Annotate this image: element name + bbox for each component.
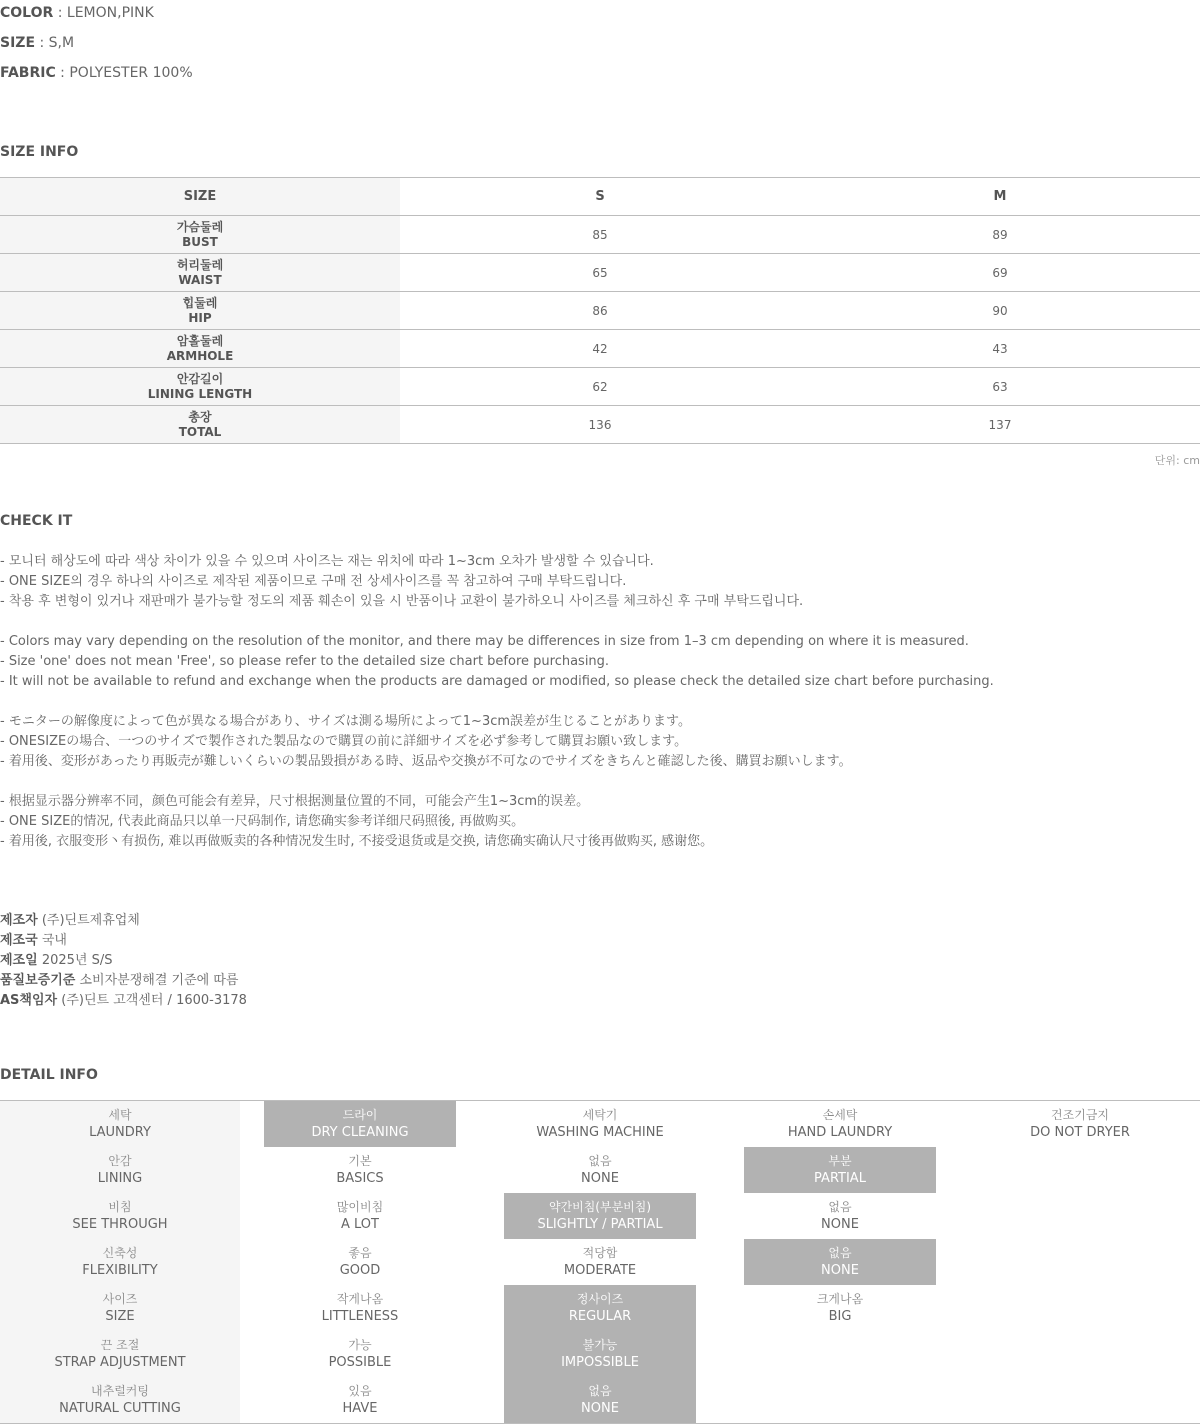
paragraph-gap [0,772,994,792]
detail-en: MODERATE [563,1263,637,1278]
size-row-label [0,292,400,329]
detail-cell [960,1377,1200,1423]
detail-en: HAND LAUNDRY [787,1125,893,1140]
note-line: - ONE SIZE의 경우 하나의 사이즈로 제작된 제품이므로 구매 전 상세사이즈를 꼭 참고하여 구매 부탁드립니다. [0,574,627,589]
detail-cell-content [504,1147,696,1193]
paragraph-gap [0,612,994,632]
size-value-s: 42 [592,341,608,356]
size-label-en: LINING LENGTH [147,386,253,401]
detail-en: LINING [97,1171,143,1186]
detail-en: BASICS [336,1171,384,1186]
detail-en: FLEXIBILITY [82,1263,158,1278]
size-header-cell: S [595,189,605,204]
manufacturer-value: (주)딘트제휴업체 [37,913,140,928]
note-line: - 根据显示器分辨率不同，颜色可能会有差异，尺寸根据测量位置的不同，可能会产生1~3cm的误差。 [0,794,590,809]
detail-cell [240,1377,480,1423]
manufacturer-row [0,931,247,951]
size-value-s: 65 [592,265,608,280]
note-line: - Colors may vary depending on the resolution of the monitor, and there may be differences in size from 1–3 cm depending on where it is measured. [0,634,969,649]
spec-label: COLOR [0,5,54,21]
detail-cell [0,1377,240,1423]
size-value-m: 43 [992,341,1008,356]
detail-ko: 없음 [828,1246,852,1260]
detail-ko: 좋음 [348,1246,372,1260]
size-row [0,254,1200,292]
detail-cell-content [744,1147,936,1193]
spec-size [0,35,74,51]
detail-ko: 부분 [828,1154,852,1168]
manufacturer-label: 제조일 [0,953,38,968]
manufacturer-value: 국내 [37,933,67,948]
size-label-en: HIP [188,310,212,325]
detail-cell-content [0,1331,240,1377]
manufacturer-value: (주)딘트 고객센터 / 1600-3178 [57,993,247,1008]
detail-cell [0,1239,240,1285]
note-line: - 着用後, 衣服变形丶有损伤, 难以再做贩卖的各种情况发生时, 不接受退货或是交换, 请您确实确认尺寸後再做购买, 感谢您。 [0,834,714,849]
size-value-s: 136 [588,417,612,432]
detail-cell [240,1147,480,1193]
detail-en: WASHING MACHINE [536,1125,664,1140]
spec-color [0,5,154,21]
spec-label: SIZE [0,35,36,51]
detail-cell-selected [720,1239,960,1285]
manufacturer-value: 2025년 S/S [37,953,113,968]
size-value-m: 137 [988,417,1012,432]
detail-cell [960,1331,1200,1377]
size-value-m: 69 [992,265,1008,280]
detail-cell [720,1377,960,1423]
note-line: - It will not be available to refund and exchange when the products are damaged or modified, so please check the detailed size chart before purchasing. [0,674,994,689]
detail-cell [240,1331,480,1377]
detail-cell-content [504,1377,696,1423]
detail-en: SIZE [105,1309,135,1324]
detail-row [0,1285,1200,1331]
detail-en: DO NOT DRYER [1030,1125,1130,1140]
size-label-en: ARMHOLE [166,348,234,363]
size-value-m: 90 [992,303,1008,318]
detail-cell-content [744,1101,936,1147]
detail-en: STRAP ADJUSTMENT [54,1355,186,1370]
detail-en: NATURAL CUTTING [59,1401,181,1416]
size-row [0,330,1200,368]
detail-ko: 손세탁 [822,1108,858,1122]
detail-row [0,1101,1200,1147]
detail-cell-content [744,1285,936,1331]
size-row-label [0,406,400,443]
size-value-s: 62 [592,379,608,394]
detail-cell-selected [480,1193,720,1239]
detail-ko: 약간비침(부분비침) [548,1200,652,1214]
detail-en: PARTIAL [814,1171,866,1186]
detail-cell-selected [720,1147,960,1193]
size-info-title: SIZE INFO [0,144,79,160]
detail-cell-content [264,1331,456,1377]
detail-cell-content [744,1239,936,1285]
detail-cell [0,1285,240,1331]
detail-cell [960,1147,1200,1193]
detail-cell-content [264,1101,456,1147]
spec-fabric [0,65,193,81]
detail-en: REGULAR [568,1309,632,1324]
size-header-cell: M [993,189,1007,204]
size-label-ko: 총장 [188,409,212,424]
manufacturer-row [0,911,247,931]
size-row-label [0,368,400,405]
detail-cell-content [504,1101,696,1147]
detail-cell [720,1101,960,1147]
detail-row [0,1331,1200,1377]
detail-en: HAVE [342,1401,378,1416]
check-it-notes [0,552,994,852]
detail-cell-content [264,1239,456,1285]
detail-row [0,1377,1200,1423]
detail-cell-selected [480,1331,720,1377]
detail-cell-content [264,1193,456,1239]
size-row [0,368,1200,406]
detail-cell-content [0,1239,240,1285]
detail-cell [0,1147,240,1193]
detail-en: A LOT [341,1217,379,1232]
detail-ko: 안감 [108,1154,132,1168]
detail-en: GOOD [339,1263,381,1278]
size-label-ko: 암홀둘레 [176,333,224,348]
detail-cell [960,1101,1200,1147]
detail-ko: 세탁기 [582,1108,618,1122]
detail-en: DRY CLEANING [311,1125,409,1140]
detail-cell-content [744,1193,936,1239]
manufacturer-label: 제조자 [0,913,38,928]
detail-ko: 없음 [828,1200,852,1214]
detail-en: NONE [581,1171,619,1186]
detail-ko: 불가능 [582,1338,618,1352]
detail-ko: 많이비침 [336,1200,384,1214]
detail-cell-content [504,1239,696,1285]
detail-ko: 세탁 [108,1108,132,1122]
detail-info-title: DETAIL INFO [0,1067,98,1083]
detail-cell [720,1193,960,1239]
detail-en: SLIGHTLY / PARTIAL [537,1217,663,1232]
size-row [0,216,1200,254]
detail-cell-content [264,1285,456,1331]
detail-row [0,1239,1200,1285]
detail-ko: 없음 [588,1154,612,1168]
manufacturer-row [0,971,247,991]
size-header-cell: SIZE [0,178,400,215]
detail-en: NONE [821,1217,859,1232]
size-label-en: TOTAL [178,424,222,439]
size-row-label [0,216,400,253]
detail-en: POSSIBLE [328,1355,392,1370]
check-it-title: CHECK IT [0,513,73,529]
detail-cell [720,1331,960,1377]
detail-row [0,1147,1200,1193]
detail-cell-content [0,1377,240,1423]
size-row [0,292,1200,330]
manufacturer-row [0,991,247,1011]
detail-ko: 있음 [348,1384,372,1398]
detail-en: LITTLENESS [321,1309,399,1324]
size-value-m: 89 [992,227,1008,242]
detail-cell-content [504,1331,696,1377]
note-line: - 모니터 해상도에 따라 색상 차이가 있을 수 있으며 사이즈는 재는 위치에 따라 1~3cm 오차가 발생할 수 있습니다. [0,554,654,569]
spec-value: : LEMON,PINK [53,5,154,21]
detail-cell-content [504,1193,696,1239]
detail-cell-selected [480,1377,720,1423]
detail-cell [960,1239,1200,1285]
detail-ko: 비침 [108,1200,132,1214]
size-label-ko: 힙둘레 [182,295,218,310]
detail-row [0,1193,1200,1239]
detail-ko: 적당함 [582,1246,618,1260]
manufacturer-value: 소비자분쟁해결 기준에 따름 [75,973,239,988]
detail-cell-content [0,1147,240,1193]
manufacturer-row [0,951,247,971]
note-line: - ONE SIZE的情况, 代表此商品只以单一尺码制作, 请您确实参考详细尺码照後, 再做购买。 [0,814,525,829]
detail-cell [480,1147,720,1193]
note-line: - 着用後、変形があったり再販売が難しいくらいの製品毀損がある時、返品や交換が不可なのでサイズをきちんと確認した後、購買お願いします。 [0,754,852,769]
detail-cell-selected [480,1285,720,1331]
detail-cell [0,1101,240,1147]
size-label-en: WAIST [178,272,222,287]
detail-ko: 크게나옴 [816,1292,864,1306]
detail-cell [720,1285,960,1331]
detail-cell-content [0,1285,240,1331]
detail-ko: 사이즈 [102,1292,138,1306]
detail-ko: 기본 [348,1154,372,1168]
detail-en: NONE [821,1263,859,1278]
detail-cell-content [264,1377,456,1423]
size-label-en: BUST [182,234,218,249]
detail-ko: 건조기금지 [1051,1108,1109,1122]
size-row-label [0,254,400,291]
size-value-s: 86 [592,303,608,318]
detail-cell-content [504,1285,696,1331]
detail-ko: 정사이즈 [576,1292,624,1306]
detail-ko: 끈 조절 [100,1338,140,1352]
detail-en: IMPOSSIBLE [561,1355,639,1370]
detail-cell-content [264,1147,456,1193]
size-row [0,406,1200,444]
detail-ko: 가능 [348,1338,372,1352]
detail-cell [240,1193,480,1239]
note-line: - Size 'one' does not mean 'Free', so please refer to the detailed size chart before purchasing. [0,654,610,669]
manufacturer-label: 품질보증기준 [0,973,76,988]
detail-ko: 신축성 [102,1246,138,1260]
size-table-header [0,178,1200,216]
size-label-ko: 안감길이 [176,371,224,386]
spec-label: FABRIC [0,65,56,81]
unit-note: 단위: cm [1154,454,1200,467]
detail-ko: 작게나옴 [336,1292,384,1306]
detail-cell [480,1101,720,1147]
detail-en: BIG [828,1309,852,1324]
detail-ko: 내추럴커팅 [91,1384,149,1398]
detail-cell [240,1285,480,1331]
detail-cell [0,1193,240,1239]
size-value-m: 63 [992,379,1008,394]
paragraph-gap [0,692,994,712]
detail-cell-selected [240,1101,480,1147]
detail-ko: 드라이 [342,1108,378,1122]
detail-en: LAUNDRY [89,1125,151,1140]
size-row-label [0,330,400,367]
detail-cell-content [984,1101,1176,1147]
detail-cell [960,1193,1200,1239]
detail-cell [0,1331,240,1377]
detail-cell [960,1285,1200,1331]
size-label-ko: 허리둘레 [176,257,224,272]
size-table [0,177,1200,444]
size-value-s: 85 [592,227,608,242]
detail-cell [480,1239,720,1285]
detail-en: NONE [581,1401,619,1416]
note-line: - ONESIZEの場合、一つのサイズで製作された製品なので購買の前に詳細サイズを必ず参考して購買お願い致します。 [0,734,688,749]
spec-value: : S,M [35,35,75,51]
detail-cell-content [0,1193,240,1239]
detail-en: SEE THROUGH [72,1217,168,1232]
detail-cell [240,1239,480,1285]
detail-ko: 없음 [588,1384,612,1398]
size-label-ko: 가슴둘레 [176,219,224,234]
detail-cell-content [0,1101,240,1147]
note-line: - モニターの解像度によって色が異なる場合があり、サイズは測る場所によって1~3cm誤差が生じることがあります。 [0,714,691,729]
detail-table [0,1100,1200,1424]
note-line: - 착용 후 변형이 있거나 재판매가 불가능할 정도의 제품 훼손이 있을 시 반품이나 교환이 불가하오니 사이즈를 체크하신 후 구매 부탁드립니다. [0,594,804,609]
spec-value: : POLYESTER 100% [55,65,193,81]
manufacturer-label: 제조국 [0,933,38,948]
manufacturer-label: AS책임자 [0,993,58,1008]
manufacturer-info [0,911,247,1011]
